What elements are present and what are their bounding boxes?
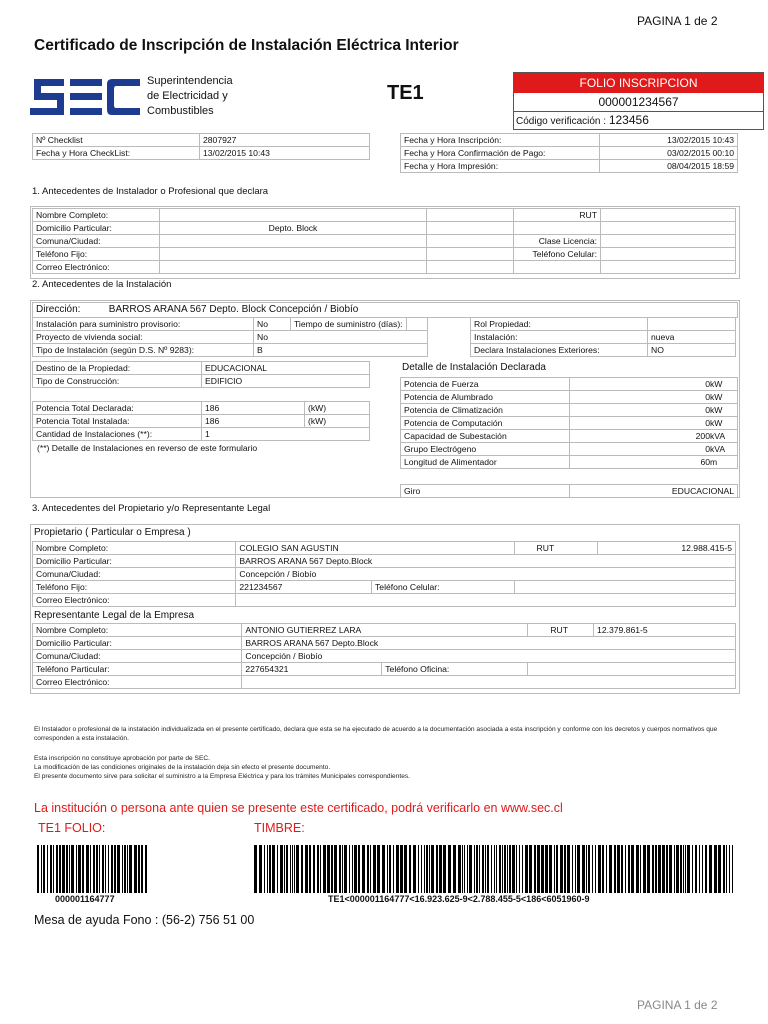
detalle-row bbox=[401, 378, 738, 391]
page-title: Certificado de Inscripción de Instalación Eléctrica Interior bbox=[34, 37, 459, 54]
construccion-label: Tipo de Construcción: bbox=[33, 375, 202, 388]
owner-city-label: Comuna/Ciudad: bbox=[33, 568, 236, 581]
page-label-bottom: PAGINA 1 de 2 bbox=[637, 998, 718, 1012]
form-code: TE1 bbox=[387, 82, 424, 104]
vivienda-value: No bbox=[254, 331, 428, 344]
pago-date-value: 03/02/2015 00:10 bbox=[600, 147, 738, 160]
detalle-value: 0kW bbox=[570, 404, 738, 417]
rep-phone-label: Teléfono Particular: bbox=[33, 663, 242, 676]
detalle-row bbox=[401, 443, 738, 456]
rep-email-label: Correo Electrónico: bbox=[33, 676, 242, 689]
license-class-label: Clase Licencia: bbox=[514, 235, 601, 248]
owner-rut-label: RUT bbox=[514, 542, 597, 555]
instalacion-label: Instalación: bbox=[471, 331, 648, 344]
owner-name-value: COLEGIO SAN AGUSTIN bbox=[236, 542, 514, 555]
destino-value: EDUCACIONAL bbox=[202, 362, 370, 375]
owner-address-value: BARROS ARANA 567 Depto.Block bbox=[236, 555, 736, 568]
folio-number: 000001234567 bbox=[514, 93, 763, 112]
detalle-label: Potencia de Fuerza bbox=[401, 378, 570, 391]
detalle-heading: Detalle de Instalación Declarada bbox=[402, 362, 546, 373]
owner-city-value: Concepción / Biobío bbox=[236, 568, 736, 581]
owner-phone-value: 221234567 bbox=[236, 581, 372, 594]
folio-label: TE1 FOLIO: bbox=[38, 821, 106, 835]
destino-label: Destino de la Propiedad: bbox=[33, 362, 202, 375]
installer-city-label: Comuna/Ciudad: bbox=[33, 235, 160, 248]
rep-address-value: BARROS ARANA 567 Depto.Block bbox=[242, 637, 736, 650]
rol-label: Rol Propiedad: bbox=[471, 318, 648, 331]
installer-address-value: Depto. Block bbox=[160, 222, 427, 235]
legal-paragraph-3: La modificación de las condiciones originales de la instalación deja sin efecto el presente documento. bbox=[34, 764, 331, 771]
verification-code-value: 123456 bbox=[608, 113, 649, 127]
rep-city-label: Comuna/Ciudad: bbox=[33, 650, 242, 663]
barcode-2-text: TE1<000001164777<16.923.625-9<2.788.455-5<186<6051960-9 bbox=[328, 894, 590, 904]
property-table bbox=[32, 361, 370, 388]
inscripcion-date-value: 13/02/2015 10:43 bbox=[600, 134, 738, 147]
detalle-label: Potencia de Alumbrado bbox=[401, 391, 570, 404]
rep-name-value: ANTONIO GUTIERREZ LARA bbox=[242, 624, 528, 637]
section-1-table bbox=[32, 208, 736, 274]
detalle-row bbox=[401, 417, 738, 430]
legal-paragraph-2: Esta inscripción no constituye aprobación por parte de SEC. bbox=[34, 755, 210, 762]
detalle-row bbox=[401, 404, 738, 417]
timbre-barcode-icon bbox=[254, 845, 736, 893]
tipo-label: Tipo de Instalación (según D.S. Nº 9283): bbox=[33, 344, 254, 357]
detalle-row bbox=[401, 391, 738, 404]
pot-inst-label: Potencia Total Instalada: bbox=[33, 415, 202, 428]
legal-paragraph-1: El Instalador o profesional de la instalación individualizada en el presente certificado, declara que esta se ha ejecutado de acuerdo a la documentación asociada a esta inscripción y conforme con los decretos y cuerpos normativos que corresponden a esta instalación. bbox=[34, 726, 718, 742]
detalle-label: Longitud de Alimentador bbox=[401, 456, 570, 469]
pot-inst-unit: (kW) bbox=[305, 415, 370, 428]
logo-line-1: Superintendencia bbox=[147, 75, 233, 87]
detalle-value: 0kW bbox=[570, 391, 738, 404]
owner-cell-label: Teléfono Celular: bbox=[372, 581, 515, 594]
checklist-date-value: 13/02/2015 10:43 bbox=[200, 147, 370, 160]
rep-heading: Representante Legal de la Empresa bbox=[34, 610, 195, 621]
pot-decl-unit: (kW) bbox=[305, 402, 370, 415]
folio-barcode-icon bbox=[37, 845, 149, 893]
tiempo-label: Tiempo de suministro (días): bbox=[291, 318, 407, 331]
detalle-row bbox=[401, 430, 738, 443]
detalle-value: 0kW bbox=[570, 378, 738, 391]
timbre-label: TIMBRE: bbox=[254, 821, 305, 835]
installation-right-table bbox=[470, 317, 736, 357]
impresion-date-label: Fecha y Hora Impresión: bbox=[401, 160, 600, 173]
legal-paragraph-4: El presente documento sirve para solicitar el suministro a la Empresa Eléctrica y para los trámites Municipales correspondientes. bbox=[34, 773, 411, 780]
installations-note: (**) Detalle de Instalaciones en reverso de este formulario bbox=[37, 443, 258, 453]
rep-name-label: Nombre Completo: bbox=[33, 624, 242, 637]
detalle-label: Capacidad de Subestación bbox=[401, 430, 570, 443]
detalle-label: Grupo Electrógeno bbox=[401, 443, 570, 456]
tipo-value: B bbox=[254, 344, 428, 357]
page-label-top: PAGINA 1 de 2 bbox=[637, 14, 718, 28]
sec-logo-icon bbox=[30, 75, 142, 119]
detalle-table bbox=[400, 377, 738, 469]
help-phone: Mesa de ayuda Fono : (56-2) 756 51 00 bbox=[34, 913, 255, 927]
construccion-value: EDIFICIO bbox=[202, 375, 370, 388]
logo-line-3: Combustibles bbox=[147, 105, 214, 117]
address-value: BARROS ARANA 567 Depto. Block Concepción / Biobío bbox=[108, 304, 359, 315]
cant-label: Cantidad de Instalaciones (**): bbox=[33, 428, 202, 441]
rep-address-label: Domicilio Particular: bbox=[33, 637, 242, 650]
instalacion-value: nueva bbox=[648, 331, 736, 344]
verify-text: La institución o persona ante quien se presente este certificado, podrá verificarlo en www.sec.cl bbox=[34, 801, 563, 815]
owner-rut-value: 12.988.415-5 bbox=[598, 542, 736, 555]
rep-table bbox=[32, 623, 736, 689]
detalle-value: 0kVA bbox=[570, 443, 738, 456]
rep-rut-value: 12.379.861-5 bbox=[594, 624, 736, 637]
installer-email-label: Correo Electrónico: bbox=[33, 261, 160, 274]
installer-name-label: Nombre Completo: bbox=[33, 209, 160, 222]
giro-table bbox=[400, 484, 738, 498]
detalle-label: Potencia de Computación bbox=[401, 417, 570, 430]
installation-left-table bbox=[32, 317, 428, 357]
installer-address-label: Domicilio Particular: bbox=[33, 222, 160, 235]
detalle-label: Potencia de Climatización bbox=[401, 404, 570, 417]
barcode-1-text: 000001164777 bbox=[55, 894, 115, 904]
checklist-table bbox=[32, 133, 370, 160]
pot-decl-label: Potencia Total Declarada: bbox=[33, 402, 202, 415]
owner-heading: Propietario ( Particular o Empresa ) bbox=[34, 527, 191, 538]
installer-rut-label: RUT bbox=[514, 209, 601, 222]
provisorio-value: No bbox=[254, 318, 291, 331]
dates-table bbox=[400, 133, 738, 173]
impresion-date-value: 08/04/2015 18:59 bbox=[600, 160, 738, 173]
pot-inst-value: 186 bbox=[202, 415, 305, 428]
owner-table bbox=[32, 541, 736, 607]
detalle-value: 0kW bbox=[570, 417, 738, 430]
checklist-number-label: Nº Checklist bbox=[33, 134, 200, 147]
address-label: Dirección: bbox=[36, 304, 81, 315]
rep-rut-label: RUT bbox=[528, 624, 594, 637]
cant-value: 1 bbox=[202, 428, 370, 441]
owner-address-label: Domicilio Particular: bbox=[33, 555, 236, 568]
folio-box bbox=[513, 72, 764, 130]
detalle-row bbox=[401, 456, 738, 469]
pot-decl-value: 186 bbox=[202, 402, 305, 415]
verification-code-label: Código verificación : bbox=[516, 116, 607, 127]
section-3-heading: 3. Antecedentes del Propietario y/o Representante Legal bbox=[32, 503, 271, 514]
folio-header: FOLIO INSCRIPCION bbox=[514, 73, 763, 93]
section-1-heading: 1. Antecedentes de Instalador o Profesional que declara bbox=[32, 186, 269, 197]
exteriores-value: NO bbox=[648, 344, 736, 357]
giro-label: Giro bbox=[401, 485, 570, 498]
giro-value: EDUCACIONAL bbox=[570, 485, 738, 498]
owner-name-label: Nombre Completo: bbox=[33, 542, 236, 555]
rep-phone-value: 227654321 bbox=[242, 663, 382, 676]
section-2-heading: 2. Antecedentes de la Instalación bbox=[32, 279, 172, 290]
rep-city-value: Concepción / Biobío bbox=[242, 650, 736, 663]
detalle-value: 200kVA bbox=[570, 430, 738, 443]
inscripcion-date-label: Fecha y Hora Inscripción: bbox=[401, 134, 600, 147]
vivienda-label: Proyecto de vivienda social: bbox=[33, 331, 254, 344]
owner-email-label: Correo Electrónico: bbox=[33, 594, 236, 607]
logo-line-2: de Electricidad y bbox=[147, 90, 228, 102]
checklist-date-label: Fecha y Hora CheckList: bbox=[33, 147, 200, 160]
detalle-value: 60m bbox=[570, 456, 738, 469]
address-row bbox=[32, 302, 738, 318]
installer-phone-label: Teléfono Fijo: bbox=[33, 248, 160, 261]
rep-office-label: Teléfono Oficina: bbox=[382, 663, 528, 676]
owner-phone-label: Teléfono Fijo: bbox=[33, 581, 236, 594]
provisorio-label: Instalación para suministro provisorio: bbox=[33, 318, 254, 331]
installer-cell-label: Teléfono Celular: bbox=[514, 248, 601, 261]
exteriores-label: Declara Instalaciones Exteriores: bbox=[471, 344, 648, 357]
pago-date-label: Fecha y Hora Confirmación de Pago: bbox=[401, 147, 600, 160]
power-table bbox=[32, 401, 370, 441]
checklist-number-value: 2807927 bbox=[200, 134, 370, 147]
